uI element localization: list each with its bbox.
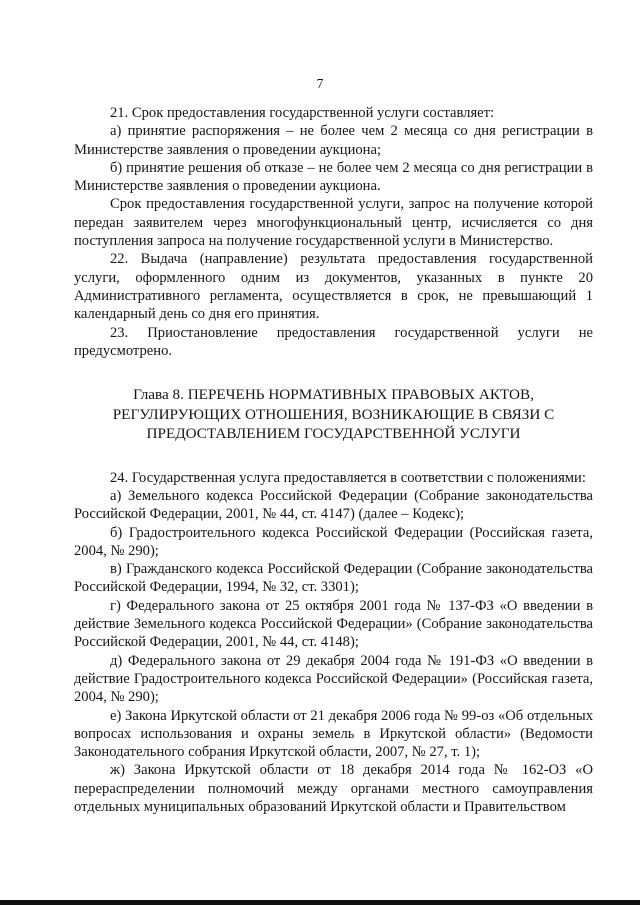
paragraph-24-a: а) Земельного кодекса Российской Федерации (Собрание законодательства Российской Федерации, 2001, № 44, ст. 4147) (далее – Кодекс); bbox=[74, 487, 593, 523]
chapter-heading: Глава 8. ПЕРЕЧЕНЬ НОРМАТИВНЫХ ПРАВОВЫХ АКТОВ, РЕГУЛИРУЮЩИХ ОТНОШЕНИЯ, ВОЗНИКАЮЩИЕ В СВЯЗИ С ПРЕДОСТАВЛЕНИЕМ ГОСУДАРСТВЕННОЙ УСЛУГИ bbox=[112, 386, 555, 443]
paragraph-21-b: б) принятие решения об отказе – не более чем 2 месяца со дня регистрации в Министерстве заявления о проведении аукциона. bbox=[74, 159, 593, 195]
document-body bbox=[74, 104, 593, 816]
paragraph-24-g: г) Федерального закона от 25 октября 2001 года № 137-ФЗ «О введении в действие Земельного кодекса Российской Федерации» (Собрание законодательства Российской Федерации, 2001, № 44, ст. 4148); bbox=[74, 597, 593, 651]
paragraph-21: 21. Срок предоставления государственной услуги составляет: bbox=[110, 105, 495, 121]
paragraph-21-a: а) принятие распоряжения – не более чем 2 месяца со дня регистрации в Министерстве заявления о проведении аукциона; bbox=[74, 123, 593, 158]
paragraph-24-v: в) Гражданского кодекса Российской Федерации (Собрание законодательства Российской Федерации, 1994, № 32, ст. 3301); bbox=[74, 561, 593, 596]
paragraph-24-b: б) Градостроительного кодекса Российской Федерации (Российская газета, 2004, № 290); bbox=[74, 524, 593, 559]
paragraph-24: 24. Государственная услуга предоставляется в соответствии с положениями: bbox=[110, 469, 586, 486]
paragraph-23: 23. Приостановление предоставления государственной услуги не предусмотрено. bbox=[74, 324, 593, 359]
scan-bottom-edge bbox=[0, 900, 640, 905]
page-number: 7 bbox=[316, 76, 324, 91]
paragraph-24-zh: ж) Закона Иркутской области от 18 декабря 2014 года № 162-ОЗ «О перераспределении полномочий между органами местного самоуправления отдельных муниципальных образований Иркутской области и Правительством bbox=[74, 762, 593, 815]
paragraph-24-d: д) Федерального закона от 29 декабря 2004 года № 191-ФЗ «О введении в действие Градостроительного кодекса Российской Федерации» (Российская газета, 2004, № 290); bbox=[74, 652, 593, 706]
paragraph-22: 22. Выдача (направление) результата предоставления государственной услуги, оформленного одним из документов, указанных в пункте 20 Административного регламента, осуществляется в срок, не превышающий 1 календарный день со дня его принятия. bbox=[74, 251, 593, 323]
paragraph-21-mfc: Срок предоставления государственной услуги, запрос на получение которой передан заявителем через многофункциональный центр, исчисляется со дня поступления запроса на получение государственной услуги в Министерство. bbox=[74, 196, 593, 250]
paragraph-24-e: е) Закона Иркутской области от 21 декабря 2006 года № 99-оз «Об отдельных вопросах использования и охраны земель в Иркутской области» (Ведомости Законодательного собрания Иркутской области, 2007, № 27, т. 1); bbox=[74, 707, 593, 761]
